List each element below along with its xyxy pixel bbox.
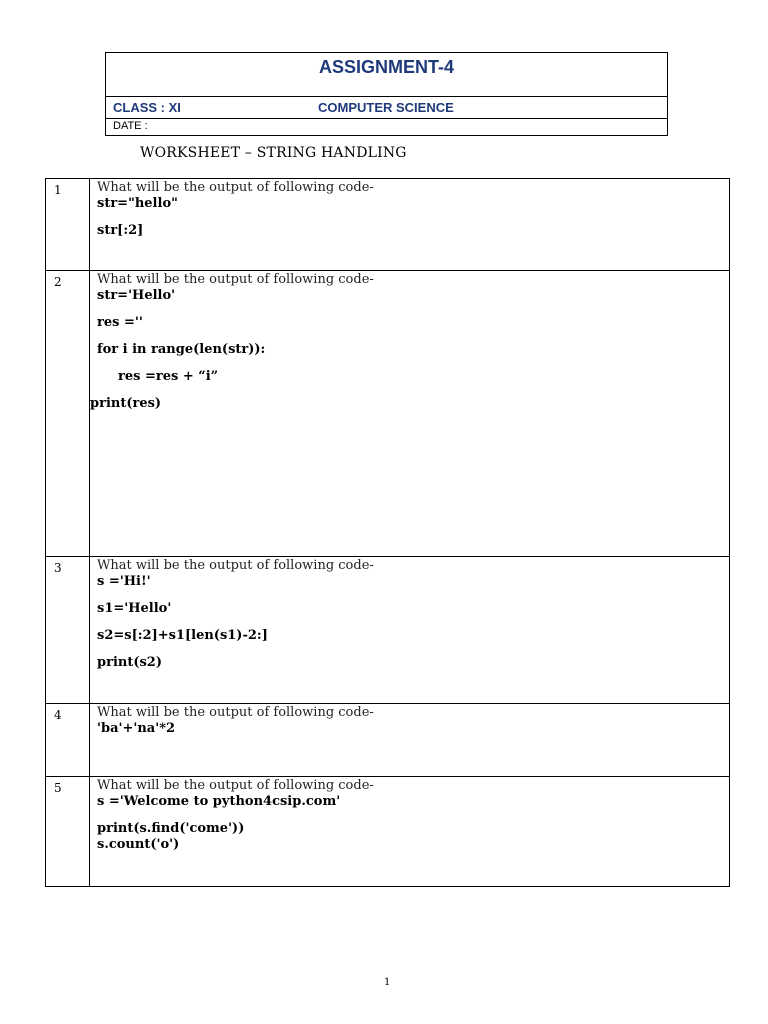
- code-line: res ='': [97, 315, 143, 330]
- question-number: 3: [46, 557, 90, 704]
- question-prompt: What will be the output of following code-: [97, 705, 374, 720]
- class-subject-row: [106, 97, 667, 119]
- question-content: [90, 557, 730, 704]
- question-number: 1: [46, 179, 90, 271]
- question-number: 2: [46, 271, 90, 557]
- code-line: 'ba'+'na'*2: [97, 721, 176, 736]
- worksheet-title: WORKSHEET – STRING HANDLING: [140, 145, 407, 161]
- assignment-title: ASSIGNMENT-4: [106, 53, 667, 97]
- questions-table: [45, 178, 730, 887]
- code-line: print(res): [90, 396, 162, 411]
- code-line: print(s2): [97, 655, 162, 670]
- page-number: 1: [384, 977, 391, 988]
- question-content: [90, 179, 730, 271]
- question-row-1: [46, 179, 730, 271]
- assignment-header: [105, 52, 668, 136]
- question-row-3: [46, 557, 730, 704]
- code-line: s.count('o'): [97, 837, 180, 852]
- question-content: [90, 271, 730, 557]
- code-line: str="hello": [97, 196, 178, 211]
- code-line: print(s.find('come')): [97, 821, 245, 836]
- date-label: DATE :: [113, 120, 148, 132]
- question-prompt: What will be the output of following code-: [97, 778, 374, 793]
- question-prompt: What will be the output of following code-: [97, 180, 374, 195]
- code-line: s2=s[:2]+s1[len(s1)-2:]: [97, 628, 268, 643]
- question-prompt: What will be the output of following code-: [97, 558, 374, 573]
- question-row-4: [46, 704, 730, 777]
- code-line: s1='Hello': [97, 601, 172, 616]
- question-row-5: [46, 777, 730, 887]
- code-line: for i in range(len(str)):: [97, 342, 266, 357]
- subject-label: COMPUTER SCIENCE: [318, 100, 454, 115]
- question-number: 5: [46, 777, 90, 887]
- question-row-2: [46, 271, 730, 557]
- class-label: CLASS : XI: [113, 100, 181, 115]
- code-line: str='Hello': [97, 288, 176, 303]
- code-line: str[:2]: [97, 223, 144, 238]
- question-number: 4: [46, 704, 90, 777]
- question-prompt: What will be the output of following code-: [97, 272, 374, 287]
- code-line: res =res + “i”: [118, 369, 219, 384]
- question-content: [90, 704, 730, 777]
- question-content: [90, 777, 730, 887]
- code-line: s ='Welcome to python4csip.com': [97, 794, 341, 809]
- code-line: s ='Hi!': [97, 574, 151, 589]
